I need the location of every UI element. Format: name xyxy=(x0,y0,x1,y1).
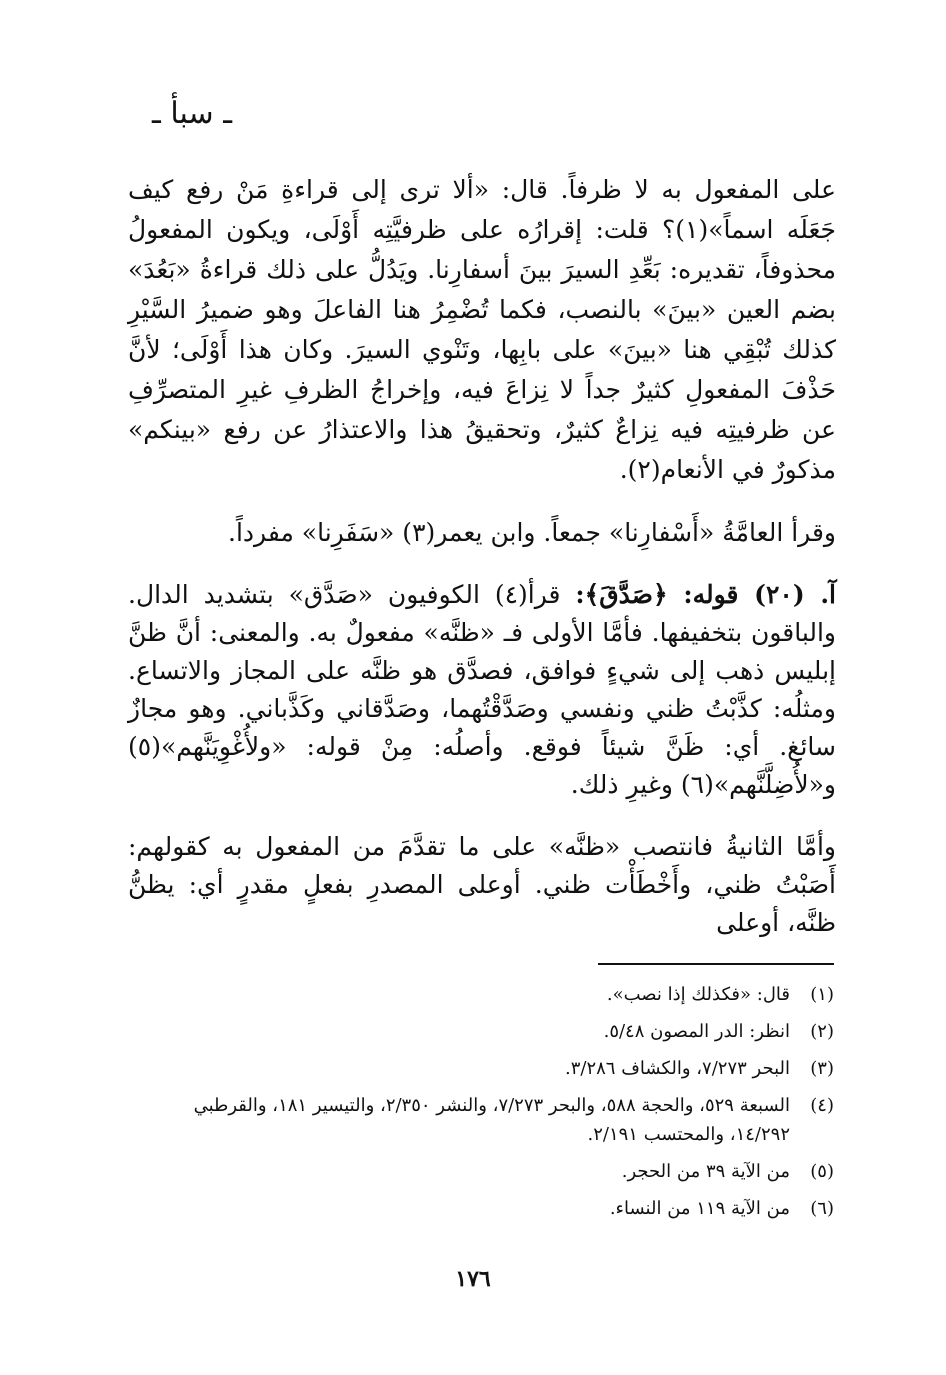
footnote-number: (١) xyxy=(810,984,834,1005)
footnote-5 xyxy=(128,1157,834,1186)
footnotes xyxy=(128,980,834,1231)
running-header: ـ سبأ ـ xyxy=(152,96,232,131)
footnote-text: من الآية ٣٩ من الحجر. xyxy=(621,1161,790,1182)
footnote-number: (٦) xyxy=(810,1198,834,1219)
verse-commentary-text: قرأ(٤) الكوفيون «صَدَّق» بتشديد الدال. والباقون بتخفيفها. فأمَّا الأولى فـ «ظنَّه» مفعولٌ به. والمعنى: أنَّ ظنَّ إبليس ذهب إلى شيءٍ فوافق، فصدَّق هو ظنَّه على المجاز والاتساع. ومثلُه: كذَّبْتُ ظني ونفسي وصَدَّقْتُهما، وصَدَّقاني وكَذَّباني. وهو مجازٌ سائغ. أي: ظَنَّ شيئاً فوقع. وأصلُه: مِنْ قوله: «ولأُغْوِيَنَّهم»(٥) و«لأُضِلَّنَّهم»(٦) وغيرِ ذلك. xyxy=(128,580,836,799)
main-text xyxy=(128,170,836,966)
footnote-6 xyxy=(128,1194,834,1223)
footnote-text: قال: «فكذلك إذا نصب». xyxy=(606,984,790,1005)
page-number: ١٧٦ xyxy=(455,1266,491,1292)
footnote-4 xyxy=(128,1091,834,1149)
footnote-text: البحر ٧/٢٧٣، والكشاف ٣/٢٨٦. xyxy=(564,1058,790,1079)
footnote-number: (٢) xyxy=(810,1021,834,1042)
footnote-text: السبعة ٥٢٩، والحجة ٥٨٨، والبحر ٧/٢٧٣، والنشر ٢/٣٥٠، والتيسير ١٨١، والقرطبي ١٤/٢٩٢، والمحتسب ٢/١٩١. xyxy=(193,1095,790,1145)
footnote-number: (٥) xyxy=(810,1161,834,1182)
footnote-text: انظر: الدر المصون ٥/٤٨. xyxy=(603,1021,790,1042)
footnote-number: (٣) xyxy=(810,1058,834,1079)
footnote-2 xyxy=(128,1017,834,1046)
footnote-divider xyxy=(598,963,834,965)
footnote-number: (٤) xyxy=(810,1095,834,1116)
footnote-1 xyxy=(128,980,834,1009)
paragraph-4: وأمَّا الثانيةُ فانتصب «ظنَّه» على ما تقدَّمَ من المفعول به كقولهم: أَصَبْتُ ظني، وأَخْطَأْت ظني. أوعلى المصدرِ بفعلٍ مقدرٍ أي: يظنُّ ظنَّه، أوعلى xyxy=(128,832,836,937)
paragraph-1: على المفعول به لا ظرفاً. قال: «ألا ترى إلى قراءةِ مَنْ رفع كيف جَعَلَه اسماً»(١)؟ قلت: إقرارُه على ظرفيَّتِه أَوْلَى، ويكون المفعولُ محذوفاً، تقديره: بَعِّدِ السيرَ بينَ أسفارِنا. ويَدُلُّ على ذلك قراءةُ «بَعُدَ» بضم العين «بينَ» بالنصب، فكما تُضْمِرُ هنا الفاعلَ وهو ضميرُ السَّيْرِ كذلك تُبْقِي هنا «بينَ» على بابِها، وتَنْوي السيرَ. وكان هذا أَوْلَى؛ لأنَّ حَذْفَ المفعولِ كثيرٌ جداً لا نِزاعَ فيه، وإخراجُ الظرفِ غيرِ المتصرِّفِ عن ظرفيتِه فيه نِزاعٌ كثيرٌ، وتحقيقُ هذا والاعتذارُ عن رفع «بينكم» مذكورٌ في الأنعام(٢). xyxy=(128,175,836,484)
verse-commentary-paragraph xyxy=(128,576,836,804)
paragraph-2: وقرأ العامَّةُ «أَسْفارِنا» جمعاً. وابن يعمر(٣) «سَفَرِنا» مفرداً. xyxy=(228,518,836,547)
footnote-3 xyxy=(128,1054,834,1083)
footnote-text: من الآية ١١٩ من النساء. xyxy=(609,1198,790,1219)
verse-label: آ. (٢٠) قوله: ﴿صَدَّقَ﴾: xyxy=(575,580,836,609)
